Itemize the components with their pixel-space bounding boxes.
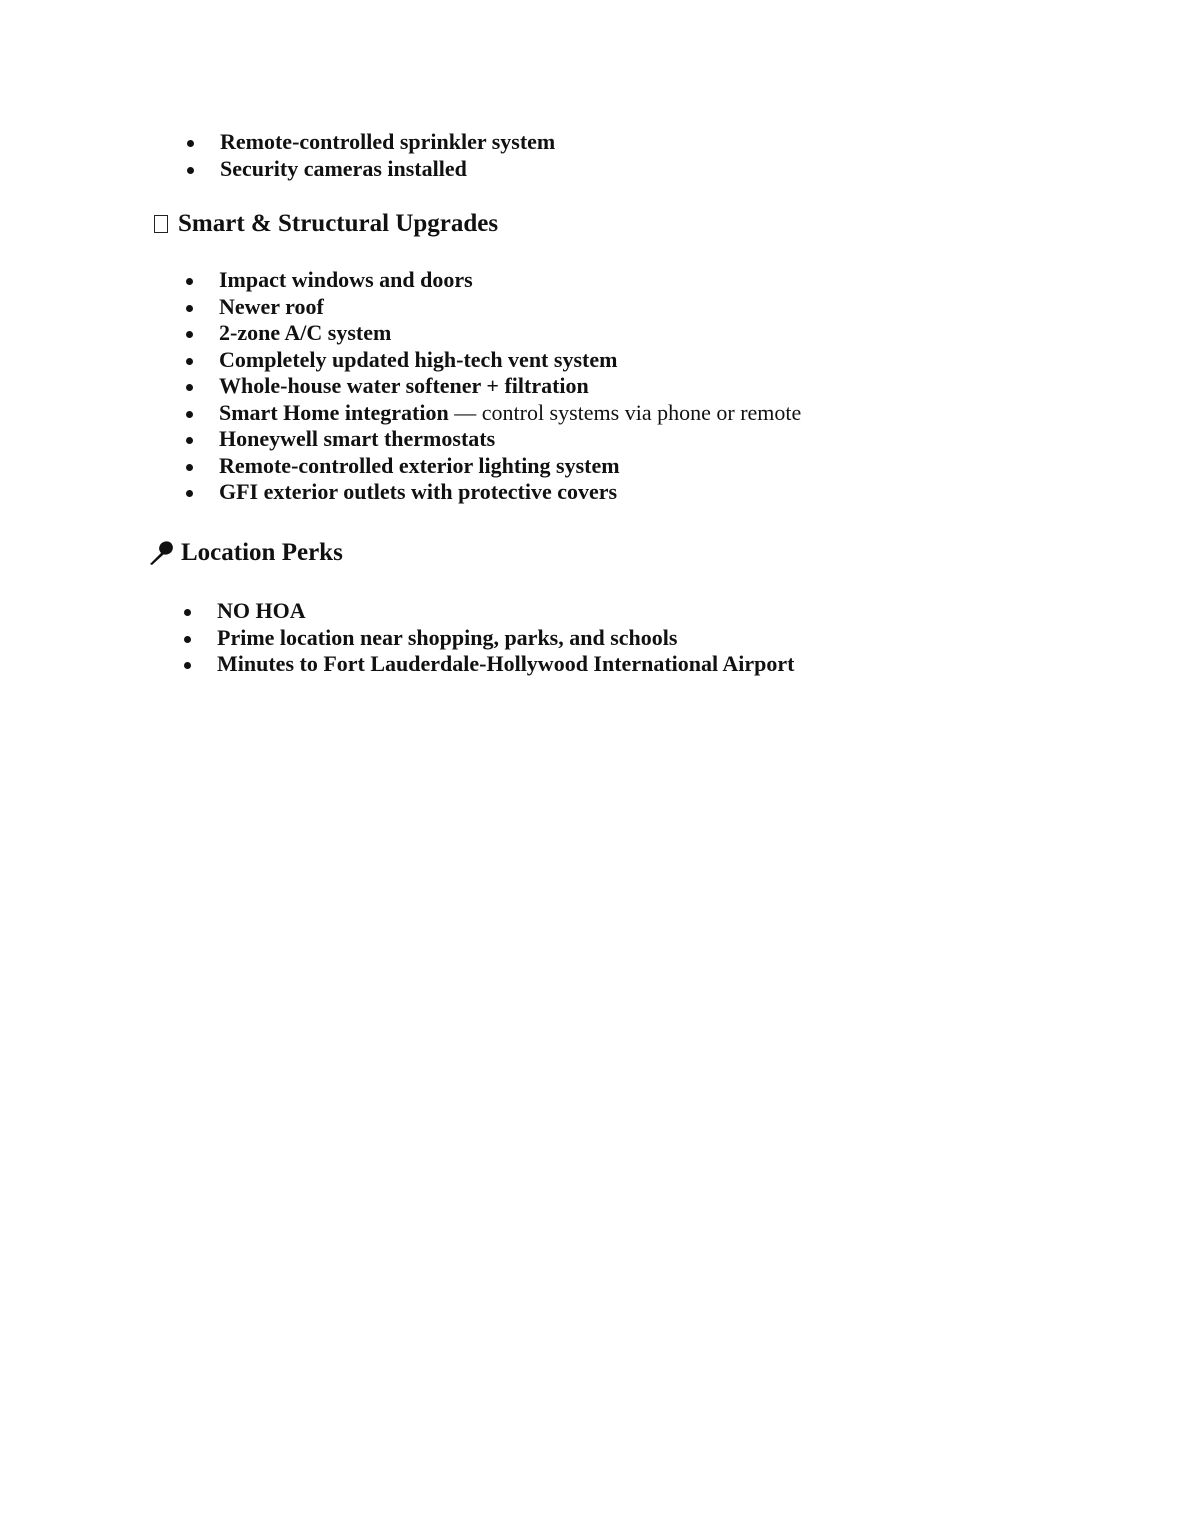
bullet-icon <box>187 167 194 174</box>
list-item-text: 2-zone A/C system <box>219 320 392 345</box>
location-heading <box>147 539 343 567</box>
bullet-icon <box>184 662 191 669</box>
list-item-detail-text: — control systems via phone or remote <box>448 399 802 425</box>
list-item <box>183 426 801 453</box>
list-item <box>183 400 801 427</box>
list-item <box>183 373 801 400</box>
bullet-icon <box>186 437 193 444</box>
list-item-text: Impact windows and doors <box>219 267 473 292</box>
list-item-text: Remote-controlled sprinkler system <box>220 129 556 154</box>
list-item-text: Newer roof <box>219 293 324 319</box>
map-pin-icon <box>147 540 175 566</box>
bullet-icon <box>186 490 193 497</box>
list-item <box>181 598 794 625</box>
location-heading-text: Location Perks <box>181 539 343 566</box>
list-item <box>183 267 801 294</box>
bullet-icon <box>186 305 193 312</box>
upgrades-heading <box>154 210 498 238</box>
list-item <box>181 625 794 652</box>
list-item-text: Completely updated high-tech vent system <box>219 346 618 372</box>
list-item-text: Security cameras installed <box>220 155 467 181</box>
list-item <box>183 347 801 374</box>
bullet-icon <box>184 636 191 643</box>
location-list <box>181 598 794 678</box>
list-item-text: Remote-controlled exterior lighting system <box>219 452 620 478</box>
bullet-icon <box>187 140 194 147</box>
bullet-icon <box>186 358 193 365</box>
upgrades-list <box>183 267 801 506</box>
bullet-icon <box>184 609 191 616</box>
list-item <box>181 651 794 678</box>
list-item-text: Smart Home integration <box>219 399 449 425</box>
bullet-icon <box>186 331 193 338</box>
upgrades-heading-text: Smart & Structural Upgrades <box>178 210 499 237</box>
bullet-icon <box>186 411 193 418</box>
bullet-icon <box>186 278 193 285</box>
list-item-text: Prime location near shopping, parks, and schools <box>217 624 678 650</box>
location-list-block <box>181 598 794 678</box>
bullet-icon <box>186 464 193 471</box>
empty-box-icon <box>154 215 168 233</box>
list-item-text: Whole-house water softener + filtration <box>219 373 589 398</box>
list-item-text: Minutes to Fort Lauderdale-Hollywood International Airport <box>217 651 795 676</box>
list-item <box>183 294 801 321</box>
top-feature-list <box>184 129 555 182</box>
list-item <box>184 156 555 183</box>
list-item <box>184 129 555 156</box>
top-list-block <box>184 129 555 182</box>
list-item <box>183 320 801 347</box>
list-item-text: GFI exterior outlets with protective covers <box>219 479 618 504</box>
list-item-text: NO HOA <box>217 598 306 623</box>
list-item-text: Honeywell smart thermostats <box>219 426 496 451</box>
bullet-icon <box>186 384 193 391</box>
list-item <box>183 479 801 506</box>
upgrades-list-block <box>183 267 801 506</box>
list-item <box>183 453 801 480</box>
